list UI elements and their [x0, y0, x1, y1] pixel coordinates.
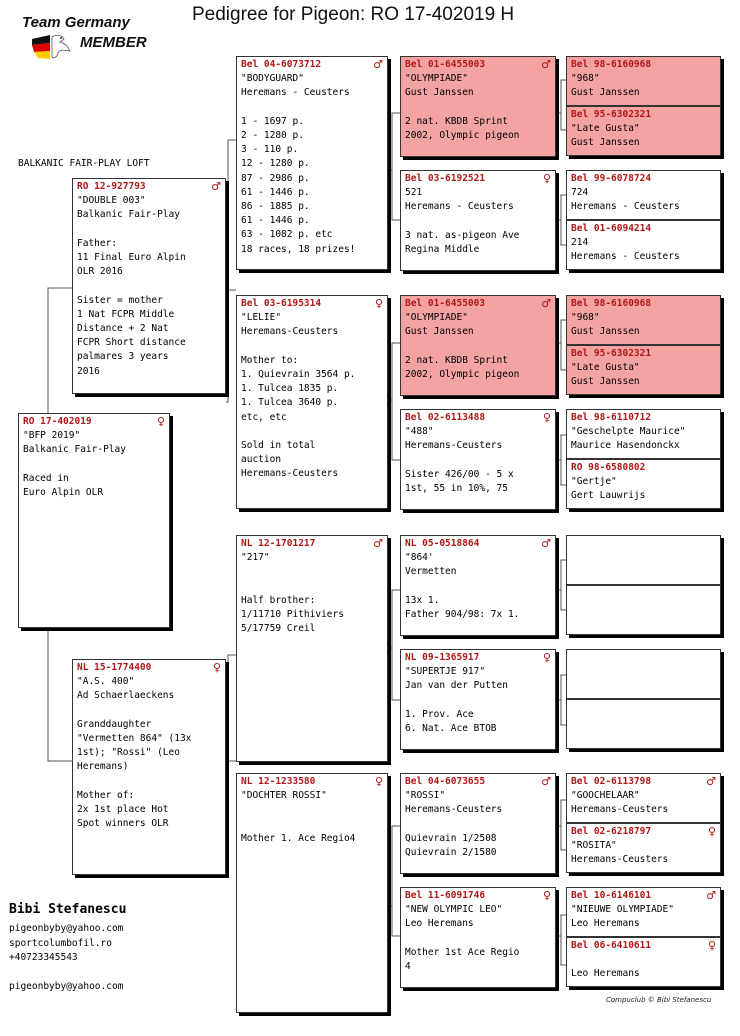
card-text-line: [241, 425, 383, 439]
ring-header: [405, 775, 551, 789]
owner-website[interactable]: sportcolumbofil.ro: [9, 937, 112, 949]
female-symbol-icon: ♀: [542, 172, 551, 185]
ring-number: NL 15-1774400: [77, 662, 152, 673]
card-text-line: Sold in total: [241, 440, 316, 451]
card-text-line: 1. Quievrain 3564 p.: [241, 369, 356, 380]
pedigree-card-g4-15: [566, 887, 721, 937]
male-symbol-icon: ♂: [211, 180, 221, 193]
pedigree-card-sire-sire: [236, 56, 388, 270]
card-text-line: Gust Janssen: [571, 87, 640, 99]
card-text-line: Heremans - Ceusters: [405, 201, 514, 213]
card-text-line: Mother 1. Ace Regio4: [241, 832, 356, 844]
card-text-line: "Late Gusta": [571, 362, 640, 374]
pedigree-card-g4-13: [566, 773, 721, 823]
card-text-line: 1. Tulcea 1835 p.: [241, 383, 339, 395]
ring-header: [241, 537, 383, 551]
male-symbol-icon: ♂: [541, 537, 551, 550]
card-text-line: Granddaughter: [77, 718, 152, 730]
card-text-line: "DOUBLE 003": [77, 195, 146, 207]
card-text-line: Half brother:: [241, 594, 316, 606]
ring-number: Bel 95-6302321: [571, 109, 652, 120]
card-text-line: Gust Janssen: [571, 376, 640, 388]
card-text-line: [241, 565, 383, 579]
ring-number: Bel 98-6160968: [571, 59, 652, 70]
card-text-line: 3 - 110 p.: [241, 144, 299, 156]
ring-header: [405, 58, 551, 72]
pedigree-card-g3-7: [400, 773, 556, 874]
card-text-line: [241, 818, 383, 832]
card-text-line: Raced in: [23, 472, 69, 484]
ring-header: [571, 347, 716, 361]
ring-number: NL 12-1233580: [241, 776, 316, 787]
card-text-line: Mother 1st Ace Regio: [405, 946, 520, 958]
card-text-line: Balkanic Fair-Play: [23, 444, 126, 456]
card-text-line: 6. Nat. Ace BTOB: [405, 723, 497, 734]
ring-header: [77, 180, 221, 194]
ring-number: NL 05-0518864: [405, 538, 480, 549]
pedigree-card-subject: [18, 413, 170, 628]
owner-name: Bibi Stefanescu: [9, 902, 127, 917]
card-text-line: 3 nat. as-pigeon Ave: [405, 229, 520, 241]
ring-number: Bel 06-6410611: [571, 940, 652, 951]
card-text-line: "NIEUWE OLYMPIADE": [571, 904, 674, 916]
card-text-line: Heremans): [77, 761, 129, 773]
ring-number: Bel 01-6094214: [571, 223, 652, 234]
card-text-line: "ROSITA": [571, 840, 617, 852]
female-symbol-icon: ♀: [707, 939, 716, 952]
card-text-line: "Geschelpte Maurice": [571, 426, 686, 438]
card-text-line: [77, 279, 221, 293]
ring-number: Bel 02-6218797: [571, 826, 652, 837]
ring-header: [405, 537, 551, 551]
card-text-line: 1st); "Rossi" (Leo: [77, 747, 180, 759]
card-text-line: [405, 101, 551, 115]
pedigree-card-g4-4: [566, 220, 721, 270]
card-text-line: 1. Prov. Ace: [405, 708, 474, 720]
card-text-line: Gust Janssen: [405, 326, 474, 338]
card-text-line: "DOCHTER ROSSI": [241, 790, 327, 802]
card-text-line: 1/11710 Pithiviers: [241, 608, 344, 620]
card-text-line: Quievrain 2/1580: [405, 847, 497, 858]
card-text-line: Gust Janssen: [405, 87, 474, 99]
card-text-line: Leo Heremans: [571, 918, 640, 930]
pedigree-card-dam: [72, 659, 226, 875]
pedigree-card-g4-10: [566, 585, 721, 635]
pedigree-card-g4-12: [566, 699, 721, 749]
ring-header: [405, 172, 551, 186]
card-text-line: Leo Heremans: [405, 918, 474, 930]
ring-number: NL 12-1701217: [241, 538, 316, 549]
card-text-line: Sister 426/00 - 5 x: [405, 468, 514, 480]
card-text-line: 1. Tulcea 3640 p.: [241, 397, 339, 409]
card-text-line: [405, 340, 551, 354]
ring-number: Bel 98-6110712: [571, 412, 652, 423]
card-text-line: "217": [241, 552, 270, 564]
pedigree-card-dam-dam: [236, 773, 388, 1013]
card-text-line: [405, 694, 551, 708]
card-text-line: Heremans-Ceusters: [405, 804, 503, 816]
card-text-line: [405, 932, 551, 946]
male-symbol-icon: ♂: [706, 775, 716, 788]
ring-number: Bel 98-6160968: [571, 298, 652, 309]
card-text-line: 724: [571, 187, 589, 199]
card-text-line: "Gertje": [571, 476, 617, 488]
card-text-line: auction: [241, 454, 282, 466]
footer-credit: Compuclub © Bibi Stefanescu: [606, 996, 712, 1004]
card-text-line: 1 - 1697 p.: [241, 115, 304, 127]
ring-header: [23, 415, 165, 429]
card-text-line: Gust Janssen: [571, 326, 640, 338]
card-text-line: "BODYGUARD": [241, 73, 304, 85]
owner-email-2[interactable]: pigeonbyby@yahoo.com: [9, 981, 124, 992]
card-text-line: 87 - 2986 p.: [241, 172, 310, 184]
card-text-line: 1st, 55 in 10%, 75: [405, 483, 508, 494]
card-text-line: "OLYMPIADE": [405, 73, 468, 85]
male-symbol-icon: ♂: [706, 889, 716, 902]
pedigree-card-dam-sire: [236, 535, 388, 762]
card-text-line: Sister = mother: [77, 294, 163, 306]
female-symbol-icon: ♀: [707, 825, 716, 838]
ring-number: Bel 95-6302321: [571, 348, 652, 359]
male-symbol-icon: ♂: [373, 537, 383, 550]
card-text-line: "968": [571, 73, 600, 85]
card-text-line: "BFP 2019": [23, 430, 81, 442]
card-text-line: 63 - 1082 p. etc: [241, 229, 333, 241]
male-symbol-icon: ♂: [541, 58, 551, 71]
card-text-line: Heremans-Ceusters: [241, 468, 339, 480]
pedigree-card-g3-1: [400, 56, 556, 157]
ring-number: RO 12-927793: [77, 181, 146, 192]
card-text-line: OLR 2016: [77, 266, 123, 278]
card-text-line: Heremans-Ceusters: [571, 854, 669, 866]
ring-number: Bel 01-6455003: [405, 298, 486, 309]
card-text-line: [405, 818, 551, 832]
card-text-line: [77, 223, 221, 237]
card-text-line: Mother to:: [241, 354, 299, 366]
ring-number: Bel 04-6073655: [405, 776, 486, 787]
owner-email[interactable]: pigeonbyby@yahoo.com: [9, 923, 124, 934]
card-text-line: "LELIE": [241, 312, 282, 324]
pedigree-card-g4-6: [566, 345, 721, 395]
ring-number: NL 09-1365917: [405, 652, 480, 663]
ring-header: [571, 939, 716, 953]
card-text-line: etc, etc: [241, 411, 287, 423]
card-text-line: 61 - 1446 p.: [241, 215, 310, 227]
card-text-line: "968": [571, 312, 600, 324]
card-text-line: [77, 775, 221, 789]
team-germany-logo: [22, 14, 172, 64]
card-text-line: 214: [571, 237, 589, 249]
card-text-line: Spot winners OLR: [77, 818, 169, 830]
ring-header: [571, 825, 716, 839]
card-text-line: Heremans - Ceusters: [571, 251, 680, 263]
card-text-line: "488": [405, 426, 434, 438]
card-text-line: 4: [405, 961, 411, 972]
card-text-line: palmares 3 years: [77, 351, 169, 363]
card-text-line: [23, 458, 165, 472]
logo-line2: MEMBER: [80, 34, 147, 51]
pedigree-card-g4-2: [566, 106, 721, 156]
page-title: Pedigree for Pigeon: RO 17-402019 H: [192, 4, 515, 25]
ring-number: Bel 01-6455003: [405, 59, 486, 70]
ring-number: Bel 99-6078724: [571, 173, 652, 184]
pedigree-card-sire-dam: [236, 295, 388, 509]
card-text-line: 2 nat. KBDB Sprint: [405, 354, 508, 366]
card-text-line: "Late Gusta": [571, 123, 640, 135]
card-text-line: [405, 454, 551, 468]
female-symbol-icon: ♀: [156, 415, 165, 428]
pedigree-card-g4-5: [566, 295, 721, 345]
pedigree-card-g4-3: [566, 170, 721, 220]
card-text-line: Mother of:: [77, 789, 135, 801]
ring-header: [571, 222, 716, 236]
card-text-line: "OLYMPIADE": [405, 312, 468, 324]
card-text-line: Gert Lauwrijs: [571, 490, 646, 502]
pedigree-card-g3-3: [400, 295, 556, 396]
ring-header: [405, 651, 551, 665]
ring-number: Bel 10-6146101: [571, 890, 652, 901]
ring-header: [571, 58, 716, 72]
card-text-line: [241, 580, 383, 594]
card-text-line: Quievrain 1/2508: [405, 832, 497, 844]
card-text-line: "NEW OLYMPIC LEO": [405, 904, 503, 916]
pedigree-card-g3-4: [400, 409, 556, 510]
ring-header: [405, 889, 551, 903]
ring-number: Bel 11-6091746: [405, 890, 486, 901]
card-text-line: Vermetten: [405, 566, 457, 578]
card-text-line: [241, 803, 383, 817]
male-symbol-icon: ♂: [541, 775, 551, 788]
card-text-line: 2 nat. KBDB Sprint: [405, 115, 508, 127]
card-text-line: 61 - 1446 p.: [241, 186, 310, 198]
card-text-line: 521: [405, 187, 423, 199]
male-symbol-icon: ♂: [373, 58, 383, 71]
pedigree-card-g4-14: [566, 823, 721, 873]
ring-number: Bel 02-6113488: [405, 412, 486, 423]
card-text-line: "GOOCHELAAR": [571, 790, 640, 802]
pedigree-card-g4-16: [566, 937, 721, 987]
card-text-line: [241, 340, 383, 354]
card-text-line: 2002, Olympic pigeon: [405, 369, 520, 380]
card-text-line: 2016: [77, 365, 100, 377]
card-text-line: 11 Final Euro Alpin: [77, 252, 186, 263]
card-text-line: 5/17759 Creil: [241, 623, 316, 635]
card-text-line: 2x 1st place Hot: [77, 804, 169, 815]
pedigree-card-g4-8: [566, 459, 721, 509]
card-text-line: 2002, Olympic pigeon: [405, 130, 520, 141]
female-symbol-icon: ♀: [374, 297, 383, 310]
card-text-line: Maurice Hasendonckx: [571, 440, 680, 452]
female-symbol-icon: ♀: [542, 889, 551, 902]
ring-header: [571, 172, 716, 186]
pedigree-card-g4-11: [566, 649, 721, 699]
card-text-line: 1 Nat FCPR Middle: [77, 308, 175, 320]
card-text-line: "SUPERTJE 917": [405, 666, 486, 678]
ring-header: [405, 297, 551, 311]
owner-phone: +40723345543: [9, 952, 78, 963]
ring-header: [405, 411, 551, 425]
card-text-line: Regina Middle: [405, 244, 480, 255]
card-text-line: 12 - 1280 p.: [241, 158, 310, 170]
ring-header: [77, 661, 221, 675]
card-text-line: [241, 101, 383, 115]
card-text-line: "A.S. 400": [77, 676, 135, 688]
female-symbol-icon: ♀: [542, 411, 551, 424]
card-text-line: "ROSSI": [405, 790, 446, 802]
card-text-line: Heremans - Ceusters: [241, 87, 350, 99]
pedigree-card-g3-8: [400, 887, 556, 988]
card-text-line: 18 races, 18 prizes!: [241, 243, 356, 255]
ring-header: [571, 108, 716, 122]
owner-spacer: [9, 966, 209, 981]
pedigree-card-g4-9: [566, 535, 721, 585]
eagle-flag-icon: [30, 33, 74, 61]
logo-line1: Team Germany: [22, 14, 130, 31]
owner-contact: [9, 902, 209, 995]
ring-number: RO 17-402019: [23, 416, 92, 427]
female-symbol-icon: ♀: [542, 651, 551, 664]
pedigree-card-g4-1: [566, 56, 721, 106]
card-text-line: FCPR Short distance: [77, 337, 186, 349]
card-text-line: Balkanic Fair-Play: [77, 209, 180, 221]
ring-header: [571, 775, 716, 789]
pedigree-card-sire: [72, 178, 226, 394]
card-text-line: Heremans - Ceusters: [571, 201, 680, 213]
card-text-line: [405, 580, 551, 594]
card-text-line: [571, 953, 716, 967]
card-text-line: [405, 215, 551, 229]
card-text-line: Gust Janssen: [571, 137, 640, 149]
female-symbol-icon: ♀: [212, 661, 221, 674]
card-text-line: [77, 704, 221, 718]
ring-header: [571, 889, 716, 903]
ring-header: [241, 775, 383, 789]
card-text-line: "864': [405, 552, 434, 564]
ring-header: [571, 297, 716, 311]
female-symbol-icon: ♀: [374, 775, 383, 788]
card-text-line: Father:: [77, 237, 118, 249]
pedigree-card-g3-6: [400, 649, 556, 750]
card-text-line: 13x 1.: [405, 594, 440, 606]
pedigree-card-g3-5: [400, 535, 556, 636]
ring-header: [241, 58, 383, 72]
card-text-line: Leo Heremans: [571, 968, 640, 980]
card-text-line: Father 904/98: 7x 1.: [405, 609, 520, 620]
ring-number: Bel 04-6073712: [241, 59, 322, 70]
card-text-line: Heremans-Ceusters: [571, 804, 669, 816]
male-symbol-icon: ♂: [541, 297, 551, 310]
pedigree-card-g4-7: [566, 409, 721, 459]
ring-number: RO 98-6580802: [571, 462, 646, 473]
ring-header: [571, 411, 716, 425]
ring-number: Bel 03-6192521: [405, 173, 486, 184]
card-text-line: 86 - 1885 p.: [241, 201, 310, 213]
ring-header: [571, 461, 716, 475]
card-text-line: "Vermetten 864" (13x: [77, 733, 192, 744]
card-text-line: Heremans-Ceusters: [405, 440, 503, 452]
card-text-line: 2 - 1280 p.: [241, 130, 304, 141]
ring-number: Bel 02-6113798: [571, 776, 652, 787]
card-text-line: Euro Alpin OLR: [23, 487, 104, 498]
ring-number: Bel 03-6195314: [241, 298, 322, 309]
pedigree-card-g3-2: [400, 170, 556, 271]
card-text-line: Heremans-Ceusters: [241, 326, 339, 338]
card-text-line: Ad Schaerlaeckens: [77, 690, 175, 702]
ring-header: [241, 297, 383, 311]
card-text-line: Jan van der Putten: [405, 680, 508, 692]
card-text-line: Distance + 2 Nat: [77, 323, 169, 334]
loft-name: BALKANIC FAIR-PLAY LOFT: [18, 158, 150, 169]
